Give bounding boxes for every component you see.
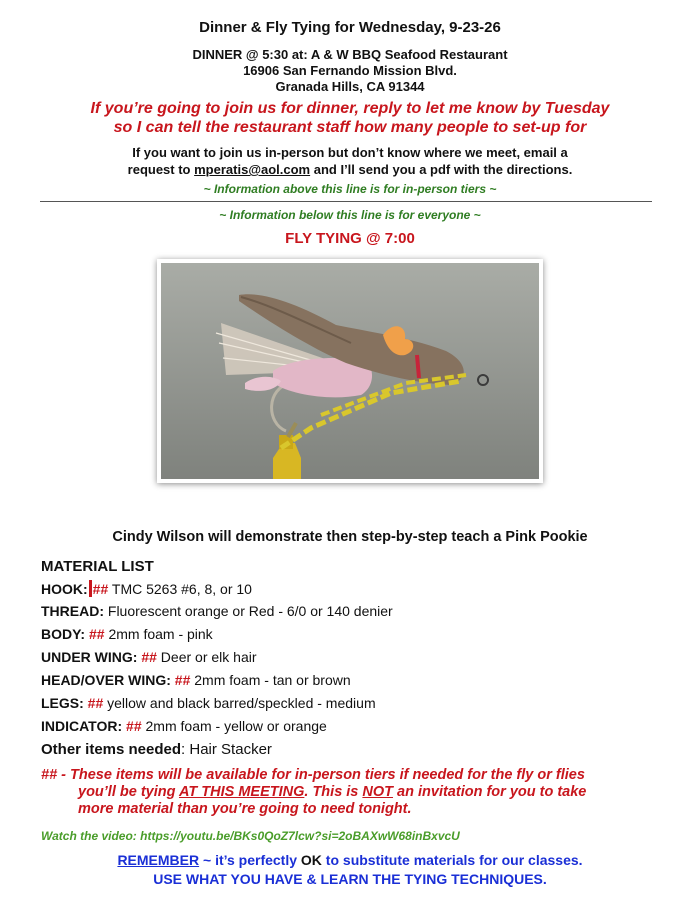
material-item-hook bbox=[41, 580, 252, 597]
note-line-2 bbox=[41, 784, 671, 801]
material-value: 2mm foam - tan or brown bbox=[194, 672, 351, 688]
join-line-2-end: and I’ll send you a pdf with the directions. bbox=[310, 162, 573, 177]
material-label: HEAD/OVER WING: bbox=[41, 672, 171, 688]
material-label: INDICATOR: bbox=[41, 718, 123, 734]
rsvp-line-1: If you’re going to join us for dinner, reply to let me know by Tuesday bbox=[90, 100, 610, 117]
material-item-indicator bbox=[41, 718, 327, 734]
page-title: Dinner & Fly Tying for Wednesday, 9-23-26 bbox=[199, 19, 501, 36]
material-label: LEGS: bbox=[41, 695, 84, 711]
material-list-heading: MATERIAL LIST bbox=[41, 558, 154, 575]
availability-marker: ## bbox=[92, 581, 109, 597]
fly-tying-time: FLY TYING @ 7:00 bbox=[285, 230, 415, 247]
remember-word: REMEMBER bbox=[117, 852, 200, 868]
video-link[interactable]: Watch the video: https://youtu.be/BKs0QoZ7lcw?si=2oBAXwW68inBxvcU bbox=[41, 829, 460, 843]
join-line-1: If you want to join us in-person but don’t know where we meet, email a bbox=[132, 145, 568, 160]
join-info bbox=[0, 144, 700, 178]
material-item-body bbox=[41, 626, 213, 642]
note-line-1: These items will be available for in-person tiers if needed for the fly or flies bbox=[70, 767, 585, 783]
rsvp-line-2: so I can tell the restaurant staff how many people to set-up for bbox=[113, 119, 587, 136]
material-label: HOOK: bbox=[41, 581, 88, 597]
note-not: NOT bbox=[362, 784, 394, 800]
demo-description: Cindy Wilson will demonstrate then step-by-step teach a Pink Pookie bbox=[112, 529, 588, 545]
remember-line-1 bbox=[0, 852, 700, 868]
material-item-under-wing bbox=[41, 649, 257, 665]
availability-marker: ## bbox=[87, 695, 104, 711]
address-line-2: Granada Hills, CA 91344 bbox=[275, 79, 425, 94]
material-item-thread bbox=[41, 603, 393, 619]
material-label: BODY: bbox=[41, 626, 86, 642]
remember-mid: ~ it’s perfectly bbox=[199, 852, 301, 868]
material-label: THREAD: bbox=[41, 603, 104, 619]
note-marker: ## - bbox=[41, 767, 71, 783]
material-value: TMC 5263 #6, 8, or 10 bbox=[111, 581, 252, 597]
material-value: yellow and black barred/speckled - medium bbox=[107, 695, 376, 711]
text-cursor bbox=[89, 580, 92, 597]
other-items-value: : Hair Stacker bbox=[181, 741, 272, 758]
remember-end: to substitute materials for our classes. bbox=[321, 852, 583, 868]
material-value: 2mm foam - pink bbox=[108, 626, 213, 642]
other-items-label: Other items needed bbox=[41, 741, 182, 758]
material-value: Deer or elk hair bbox=[160, 649, 257, 665]
remember-line-2: USE WHAT YOU HAVE & LEARN THE TYING TECHNIQUES. bbox=[153, 871, 547, 887]
availability-marker: ## bbox=[141, 649, 157, 665]
note-line-2-end: an invitation for you to take bbox=[393, 784, 587, 800]
availability-marker: ## bbox=[126, 718, 142, 734]
material-item-legs bbox=[41, 695, 376, 711]
material-value: 2mm foam - yellow or orange bbox=[145, 718, 327, 734]
divider-line bbox=[40, 201, 652, 202]
remember-ok: OK bbox=[300, 852, 322, 868]
other-items-needed bbox=[41, 741, 272, 758]
material-value: Fluorescent orange or Red - 6/0 or 140 denier bbox=[107, 603, 393, 619]
divider-above-note: ~ Information above this line is for in-person tiers ~ bbox=[203, 182, 497, 196]
email-link[interactable]: mperatis@aol.com bbox=[194, 162, 311, 177]
address-line-1: 16906 San Fernando Mission Blvd. bbox=[243, 63, 457, 78]
pink-pookie-fly-image bbox=[161, 263, 539, 479]
join-line-2-start: request to bbox=[127, 162, 195, 177]
dinner-line: DINNER @ 5:30 at: A & W BBQ Seafood Restaurant bbox=[192, 47, 508, 62]
rsvp-notice bbox=[0, 99, 700, 137]
divider-below-note: ~ Information below this line is for everyone ~ bbox=[219, 208, 481, 222]
availability-marker: ## bbox=[88, 626, 105, 642]
availability-note bbox=[41, 767, 671, 818]
availability-marker: ## bbox=[174, 672, 191, 688]
dinner-address-block bbox=[0, 47, 700, 95]
material-label: UNDER WING: bbox=[41, 649, 138, 665]
material-item-head-over-wing bbox=[41, 672, 351, 688]
fly-photo bbox=[157, 259, 543, 483]
note-line-2-start: you’ll be tying bbox=[78, 784, 179, 800]
note-line-2-mid: . This is bbox=[304, 784, 363, 800]
note-emphasis: AT THIS MEETING bbox=[178, 784, 305, 800]
note-line-3: more material than you’re going to need tonight. bbox=[78, 801, 412, 817]
join-line-2 bbox=[0, 161, 700, 178]
